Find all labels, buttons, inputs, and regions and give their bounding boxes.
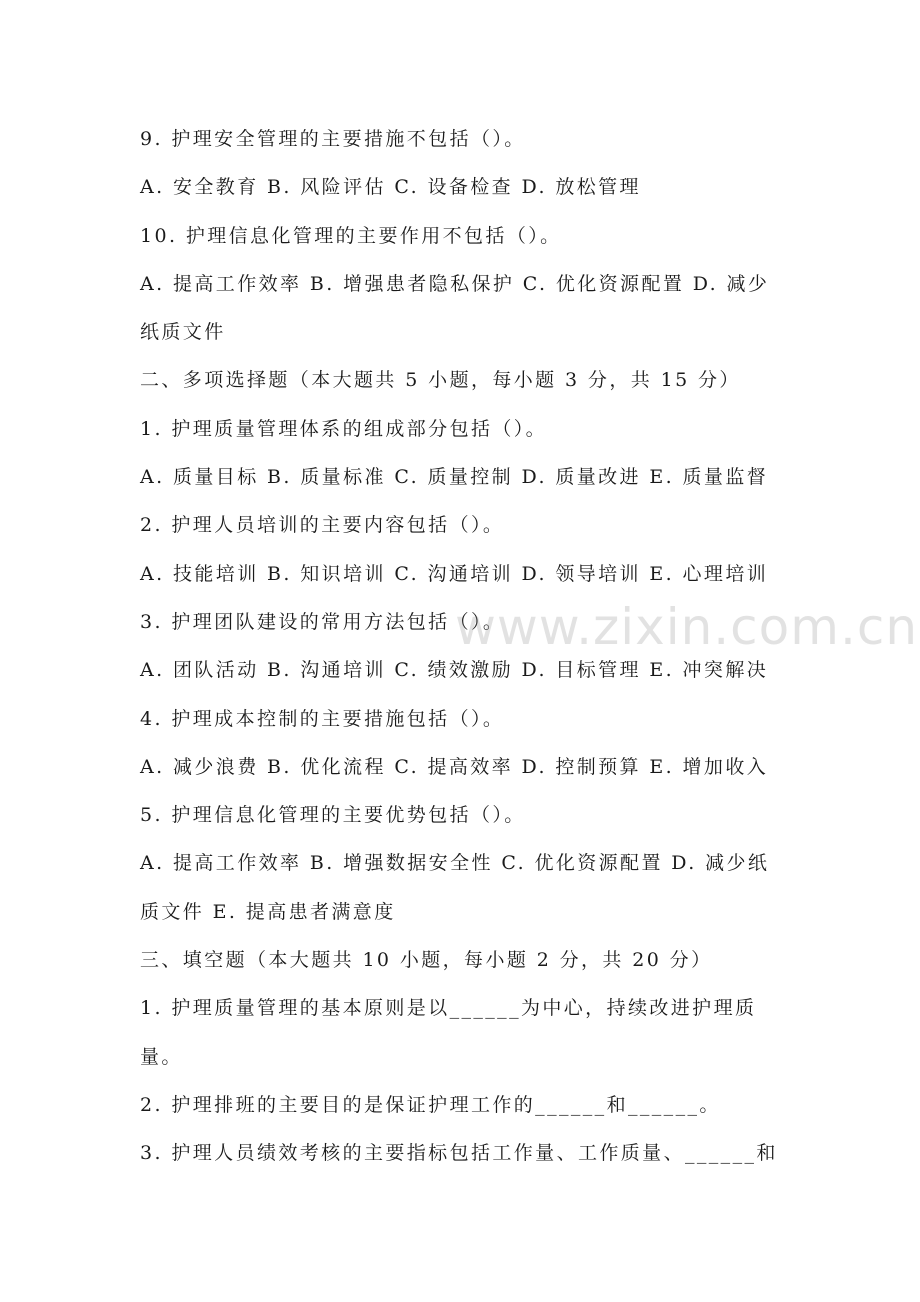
fill-question-2-text: 2. 护理排班的主要目的是保证护理工作的______和______。 [140, 1093, 721, 1116]
multi-question-1-text: 1. 护理质量管理体系的组成部分包括（）。 [140, 417, 548, 440]
multi-question-4-options: A. 减少浪费 B. 优化流程 C. 提高效率 D. 控制预算 E. 增加收入 [140, 755, 769, 778]
question-9-options: A. 安全教育 B. 风险评估 C. 设备检查 D. 放松管理 [140, 176, 641, 199]
watermark: www.zixin.com.cn [455, 598, 919, 656]
section-3-heading: 三、填空题（本大题共 10 小题，每小题 2 分，共 20 分） [140, 949, 713, 972]
document-body [140, 115, 780, 1178]
multi-question-5-options: A. 提高工作效率 B. 增强数据安全性 C. 优化资源配置 D. 减少纸 [140, 852, 770, 875]
fill-question-1-text-continued: 量。 [140, 1045, 183, 1068]
question-10-options-continued: 纸质文件 [140, 321, 226, 344]
section-2-heading: 二、多项选择题（本大题共 5 小题，每小题 3 分，共 15 分） [140, 369, 741, 392]
multi-question-5-text: 5. 护理信息化管理的主要优势包括（）。 [140, 804, 526, 827]
multi-question-2-options: A. 技能培训 B. 知识培训 C. 沟通培训 D. 领导培训 E. 心理培训 [140, 562, 769, 585]
fill-question-1-text: 1. 护理质量管理的基本原则是以______为中心，持续改进护理质 [140, 997, 757, 1020]
question-9-text: 9. 护理安全管理的主要措施不包括（）。 [140, 128, 526, 150]
multi-question-1-options: A. 质量目标 B. 质量标准 C. 质量控制 D. 质量改进 E. 质量监督 [140, 466, 769, 489]
fill-question-3-text: 3. 护理人员绩效考核的主要指标包括工作量、工作质量、______和 [140, 1142, 778, 1165]
multi-question-4-text: 4. 护理成本控制的主要措施包括（）。 [140, 707, 505, 730]
multi-question-2-text: 2. 护理人员培训的主要内容包括（）。 [140, 514, 505, 537]
multi-question-3-options: A. 团队活动 B. 沟通培训 C. 绩效激励 D. 目标管理 E. 冲突解决 [140, 659, 769, 682]
multi-question-5-options-continued: 质文件 E. 提高患者满意度 [140, 900, 396, 923]
question-10-text: 10. 护理信息化管理的主要作用不包括（）。 [140, 224, 562, 247]
multi-question-3-text: 3. 护理团队建设的常用方法包括（）。 [140, 610, 505, 633]
question-10-options: A. 提高工作效率 B. 增强患者隐私保护 C. 优化资源配置 D. 减少 [140, 272, 770, 295]
